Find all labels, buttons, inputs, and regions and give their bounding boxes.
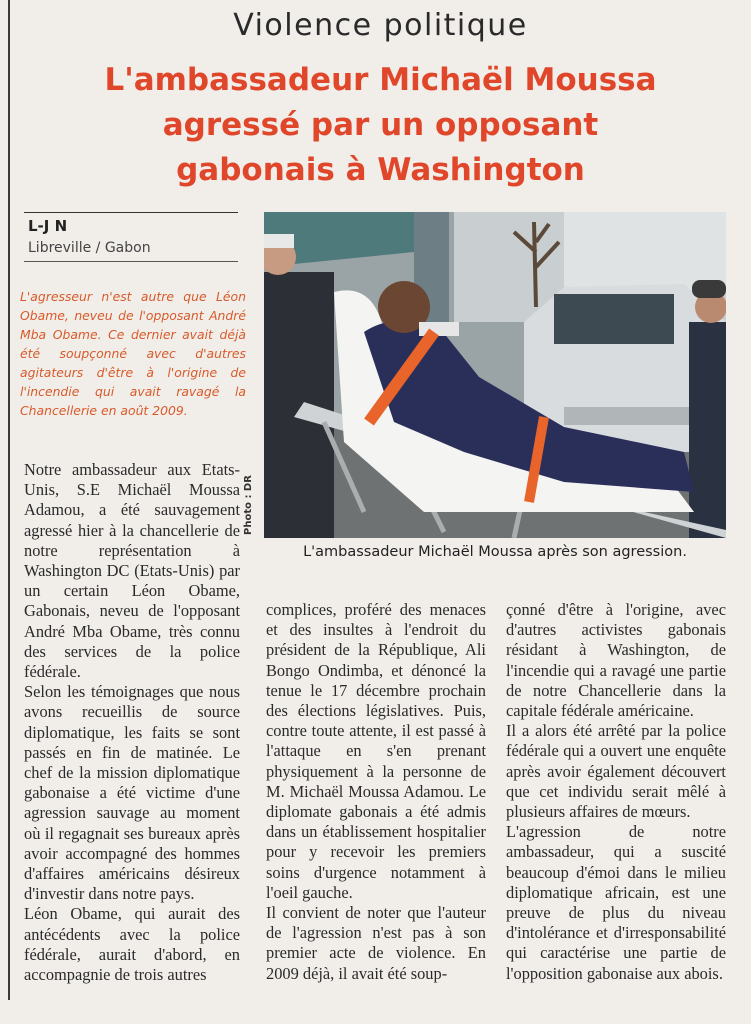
paragraph: Selon les témoignages que nous avons recueillis de source diplomatique, les faits se sont passés en fin de matinée. Le chef de la mission diplomatique gabonaise a été victime d'une agression sauvage au moment où il regagnait ses bureaux après avoir accompagné des hommes d'affaires américains désireux d'investir dans notre pays. [24,682,240,904]
photo-illustration [264,212,726,538]
paragraph: çonné d'être à l'origine, avec d'autres activistes gabonais résidant à Washington, de l'incendie qui a ravagé une partie de notre Chancellerie dans la capitale fédérale américaine. [506,600,726,721]
paragraph: Léon Obame, qui aurait des antécédents avec la police fédérale, aurait d'abord, en accompagnie de trois autres [24,904,240,985]
article-column-1 [24,460,240,985]
author: L-J N [28,217,68,235]
headline-line: L'ambassadeur Michaël Moussa [104,62,657,98]
headline-line: agressé par un opposant [162,107,599,143]
paragraph: Il a alors été arrêté par la police fédérale qui a ouvert une enquête après avoir également découvert que cet individu serait mêlé à plusieurs affaires de mœurs. [506,721,726,822]
photo-credit: Photo : DR [243,475,254,535]
headline-line: gabonais à Washington [176,152,585,188]
dateline-place: Libreville / Gabon [28,240,151,256]
article-column-3 [506,600,726,984]
paragraph: Notre ambassadeur aux Etats-Unis, S.E Michaël Moussa Adamou, a été sauvagement agressé hier à la chancellerie de notre représentation à Washington DC (Etats-Unis) par un certain Léon Obame, Gabonais, neveu de l'opposant André Mba Obame, très connu des services de la police fédérale. [24,460,240,682]
paragraph: L'agression de notre ambassadeur, qui a suscité beaucoup d'émoi dans le milieu diplomatique africain, est une preuve de plus du niveau d'intolérance et d'irresponsabilité qui caractérise une partie de l'opposition gabonaise aux abois. [506,822,726,983]
photo-caption: L'ambassadeur Michaël Moussa après son agression. [303,544,687,560]
article-photo [264,212,726,538]
paragraph: complices, proféré des menaces et des insultes à l'endroit du président de la République, Ali Bongo Ondimba, et dénoncé la tenue le 17 décembre prochain des élections législatives. Puis, contre toute attente, il est passé à l'attaque en s'en prenant physiquement à la personne de M. Michaël Moussa Adamou. Le diplomate gabonais a été admis dans un établissement hospitalier pour y recevoir les premiers soins d'urgence notamment à l'oeil gauche. [266,600,486,902]
paragraph: Il convient de noter que l'auteur de l'agression n'est pas à son premier acte de violence. En 2009 déjà, il avait été soup- [266,903,486,983]
headline [10,58,751,193]
article-column-2 [266,600,486,984]
lead-paragraph: L'agresseur n'est autre que Léon Obame, neveu de l'opposant André Mba Obame. Ce dernier avait déjà été soupçonné avec d'autres agitateurs d'être à l'origine de l'incendie qui avait ravagé la Chancellerie en août 2009. [20,289,246,418]
byline [24,212,238,262]
section-kicker: Violence politique [233,8,528,43]
